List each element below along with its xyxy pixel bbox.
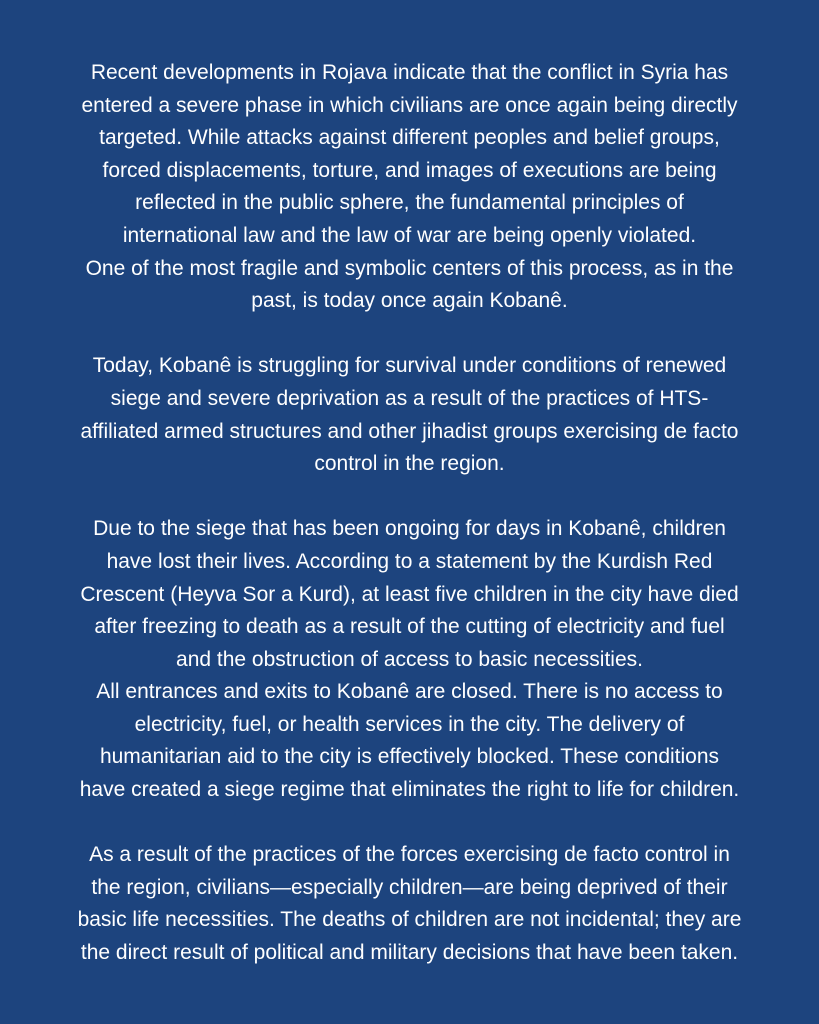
statement-text xyxy=(28,57,791,970)
paragraph-rojava-developments xyxy=(28,57,791,318)
text-line: electricity, fuel, or health services in the city. The delivery of xyxy=(134,712,685,736)
text-line: forced displacements, torture, and images of executions are being xyxy=(102,158,717,182)
text-line: entered a severe phase in which civilians are once again being directly xyxy=(81,93,738,117)
text-line: reflected in the public sphere, the fundamental principles of xyxy=(135,191,684,215)
text-line: Recent developments in Rojava indicate that the conflict in Syria has xyxy=(90,61,729,84)
text-line: affiliated armed structures and other jihadist groups exercising de facto xyxy=(80,419,739,443)
text-line: have lost their lives. According to a statement by the Kurdish Red xyxy=(106,549,713,573)
text-line: siege and severe deprivation as a result of the practices of HTS- xyxy=(110,386,709,410)
paragraph-children-deaths xyxy=(28,513,791,806)
text-line: the direct result of political and military decisions that have been taken. xyxy=(80,941,739,965)
text-line: after freezing to death as a result of the cutting of electricity and fuel xyxy=(94,615,725,639)
text-line: Crescent (Heyva Sor a Kurd), at least five children in the city have died xyxy=(80,582,739,606)
text-line: Today, Kobanê is struggling for survival under conditions of renewed xyxy=(92,354,727,378)
text-line: basic life necessities. The deaths of children are not incidental; they are xyxy=(77,908,742,932)
text-line: the region, civilians—especially children—are being deprived of their xyxy=(91,875,728,899)
text-line: and the obstruction of access to basic necessities. xyxy=(176,647,643,671)
text-line: Due to the siege that has been ongoing for days in Kobanê, children xyxy=(93,517,726,541)
text-line: One of the most fragile and symbolic centers of this process, as in the xyxy=(85,256,734,280)
text-line: past, is today once again Kobanê. xyxy=(251,289,568,313)
paragraph-kobane-survival xyxy=(28,350,791,480)
text-line: have created a siege regime that eliminates the right to life for children. xyxy=(79,778,740,802)
text-line: control in the region. xyxy=(314,452,505,476)
paragraph-deprivation xyxy=(28,839,791,969)
text-line: targeted. While attacks against different peoples and belief groups, xyxy=(99,126,720,150)
text-line: humanitarian aid to the city is effectively blocked. These conditions xyxy=(99,745,720,769)
text-line: All entrances and exits to Kobanê are closed. There is no access to xyxy=(96,680,723,704)
text-line: international law and the law of war are being openly violated. xyxy=(122,223,697,247)
text-line: As a result of the practices of the forces exercising de facto control in xyxy=(89,843,730,867)
